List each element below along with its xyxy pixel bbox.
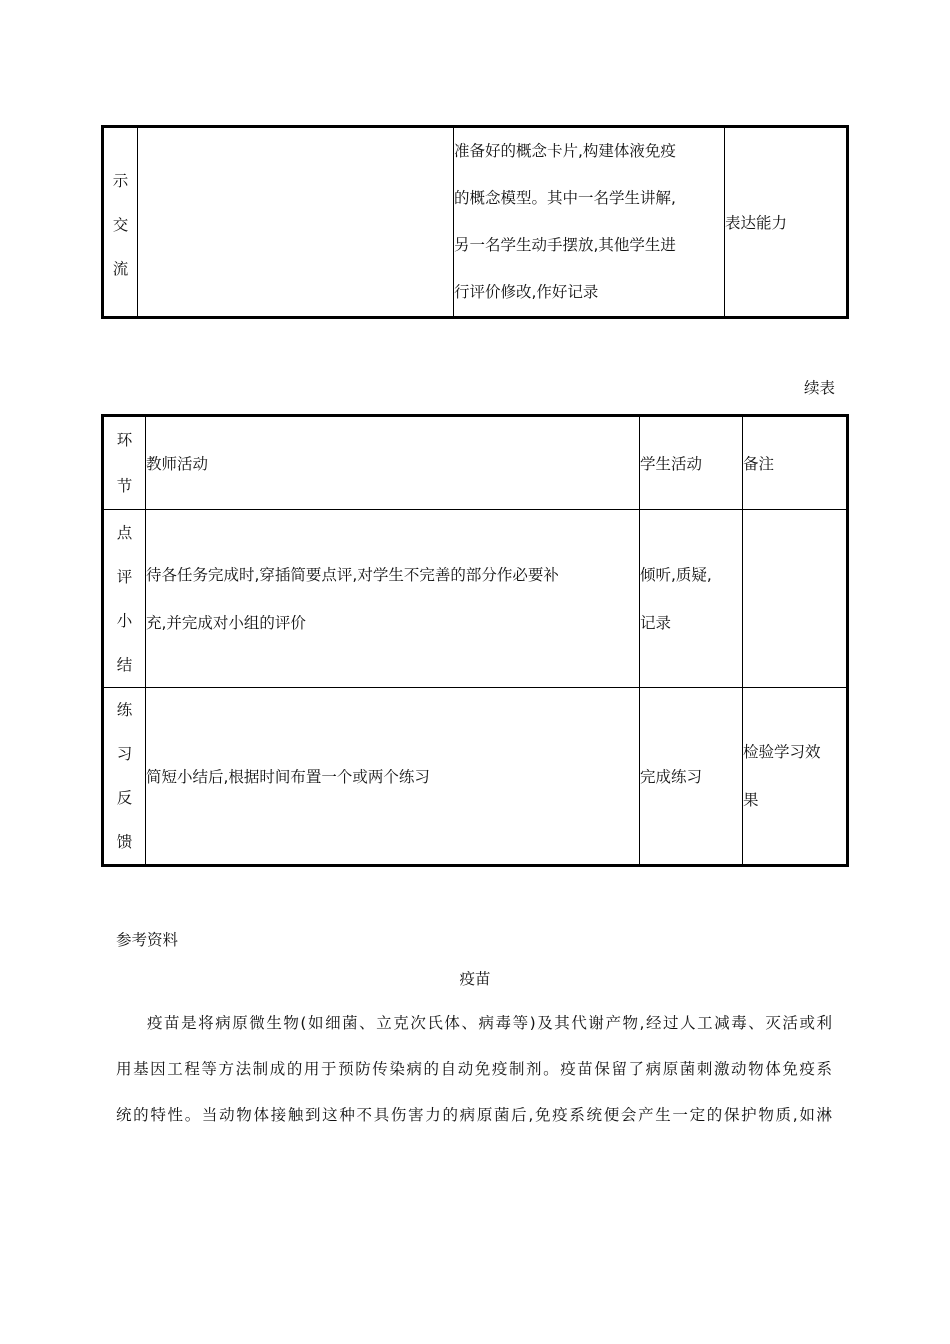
header-student-cell: 学生活动 <box>640 416 743 510</box>
stage-char: 示 <box>112 172 129 190</box>
header-note-cell: 备注 <box>743 416 848 510</box>
stage-char: 环 <box>116 431 133 449</box>
stage-char: 反 <box>116 789 133 807</box>
stage-cell <box>103 127 138 318</box>
stage-char: 节 <box>116 477 133 495</box>
student-line: 完成练习 <box>640 768 703 786</box>
table-row <box>103 127 848 318</box>
stage-char: 结 <box>116 655 133 674</box>
table-row <box>103 688 848 866</box>
teacher-line: 充,并完成对小组的评价 <box>146 613 306 632</box>
table-activities <box>101 414 849 867</box>
teacher-line: 待各任务完成时,穿插简要点评,对学生不完善的部分作必要补 <box>146 565 559 584</box>
stage-char: 馈 <box>116 833 133 851</box>
student-line: 另一名学生动手摆放,其他学生进 <box>454 236 676 254</box>
reference-title: 疫苗 <box>459 970 491 988</box>
reference-body <box>116 1000 832 1138</box>
reference-line: 用基因工程等方法制成的用于预防传染病的自动免疫制剂。疫苗保留了病原菌刺激动物体免疫系 <box>116 1060 832 1078</box>
stage-char: 练 <box>116 701 133 719</box>
student-line: 的概念模型。其中一名学生讲解, <box>454 189 676 207</box>
header-stage-cell <box>103 416 146 510</box>
stage-char: 交 <box>112 216 129 234</box>
table-header-row <box>103 416 848 510</box>
note-cell <box>743 688 848 866</box>
student-activity-cell <box>640 510 743 688</box>
stage-cell <box>103 510 146 688</box>
reference-line: 统的特性。当动物体接触到这种不具伤害力的病原菌后,免疫系统便会产生一定的保护物质,如淋 <box>116 1106 832 1124</box>
reference-line: 疫苗是将病原微生物(如细菌、立克次氏体、病毒等)及其代谢产物,经过人工减毒、灭活或利 <box>147 1014 832 1032</box>
table-continued-top <box>101 125 849 319</box>
continued-label: 续表 <box>803 379 835 397</box>
teacher-activity-cell <box>146 688 640 866</box>
stage-char: 评 <box>116 567 133 586</box>
student-line: 记录 <box>640 613 672 632</box>
stage-char: 点 <box>116 523 133 542</box>
teacher-activity-cell <box>146 510 640 688</box>
note-line: 果 <box>743 791 759 809</box>
teacher-line: 简短小结后,根据时间布置一个或两个练习 <box>146 768 430 786</box>
reference-label: 参考资料 <box>116 931 179 949</box>
stage-char: 流 <box>112 260 129 278</box>
note-cell <box>743 510 848 688</box>
student-line: 倾听,质疑, <box>640 565 712 584</box>
stage-char: 小 <box>116 611 133 630</box>
note-cell: 表达能力 <box>725 127 848 318</box>
student-activity-cell <box>640 688 743 866</box>
note-line: 检验学习效 <box>743 743 821 761</box>
student-activity-cell <box>454 127 725 318</box>
teacher-activity-cell <box>138 127 454 318</box>
student-line: 行评价修改,作好记录 <box>454 283 599 301</box>
stage-cell <box>103 688 146 866</box>
stage-char: 习 <box>116 745 133 763</box>
student-line: 准备好的概念卡片,构建体液免疫 <box>454 142 676 160</box>
header-teacher-cell: 教师活动 <box>146 416 640 510</box>
table-row <box>103 510 848 688</box>
